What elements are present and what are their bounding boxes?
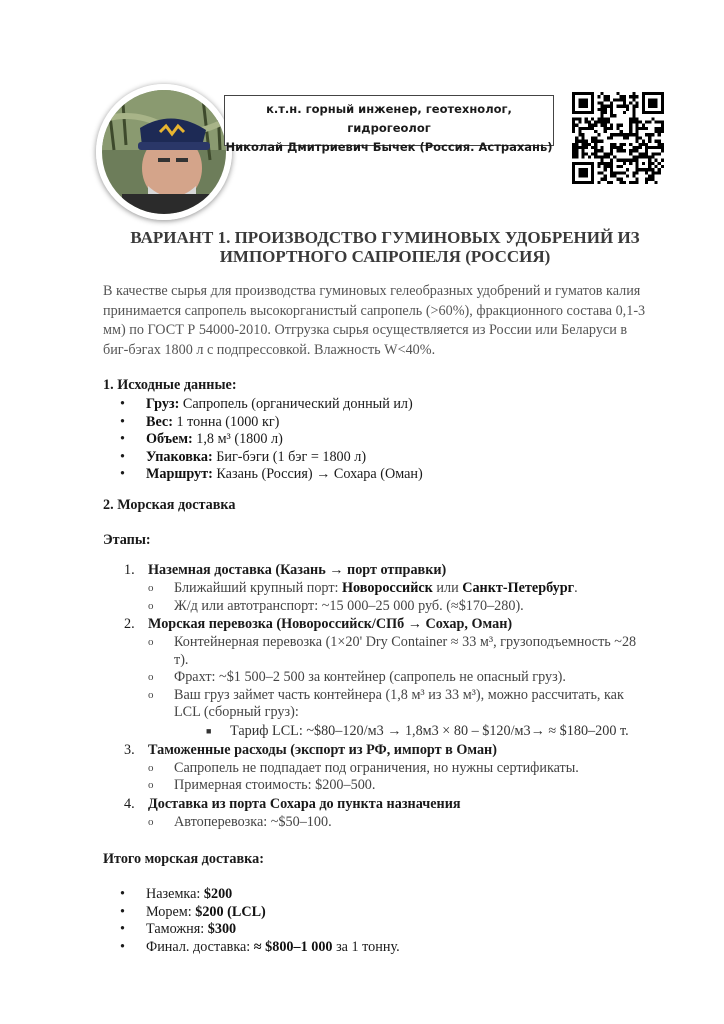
stage-subitem: o Ж/д или автотранспорт: ~15 000–25 000 руб. (≈$170–280).	[148, 597, 524, 614]
stage-item: 2. Морская перевозка (Новороссийск/СПб → Сохар, Оман)	[124, 616, 513, 632]
list-item: • Наземка: $200	[120, 886, 233, 902]
list-item: • Груз: Сапропель (органический донный ил)	[120, 396, 413, 412]
total-heading: Итого морская доставка:	[103, 851, 264, 867]
list-item: • Вес: 1 тонна (1000 кг)	[120, 413, 280, 430]
document-title: ВАРИАНТ 1. ПРОИЗВОДСТВО ГУМИНОВЫХ УДОБРЕНИЙ ИЗ ИМПОРТНОГО САПРОПЕЛЯ (РОССИЯ)	[130, 228, 640, 266]
stage-subitem: o Сапропель не подпадает под ограничения, но нужны сертификаты.	[148, 759, 579, 776]
stage-subitem: o Фрахт: ~$1 500–2 500 за контейнер (сапропель не опасный груз).	[148, 669, 566, 685]
author-photo	[96, 84, 232, 220]
qr-code[interactable]	[572, 92, 664, 184]
list-item: • Маршрут: Казань (Россия) → Сохара (Оман)	[120, 466, 423, 482]
stages-label: Этапы:	[103, 532, 151, 548]
stages-list	[120, 561, 680, 831]
stage-subitem: o Ваш груз займет часть контейнера (1,8 м³ из 33 м³), можно рассчитать, как LCL (сборный груз):	[148, 686, 624, 720]
stage-item: 4. Доставка из порта Сохара до пункта назначения	[124, 795, 461, 812]
section-2-heading: 2. Морская доставка	[103, 497, 236, 513]
author-credentials: к.т.н. горный инженер, геотехнолог, гидрогеолог	[266, 102, 512, 135]
total-list	[120, 886, 400, 956]
stage-item: 3. Таможенные расходы (экспорт из РФ, импорт в Оман)	[124, 741, 497, 758]
author-name: Николай Дмитриевич Бычек (Россия. Астрахань)	[225, 140, 553, 154]
list-item: • Упаковка: Биг-бэги (1 бэг = 1800 л)	[120, 448, 367, 465]
intro-paragraph: В качестве сырья для производства гуминовых гелеобразных удобрений и гуматов калия принимается сапропель высокорганистый сапропель (>60%), фракционного состава 0,1-3 мм) по ГОСТ Р 54000-2010. Отгрузка сырья осуществляется из России или Беларуси в биг-бэгах 1800 л с подпрессовкой. Влажность W<40%.	[103, 283, 646, 358]
stage-item: 1. Наземная доставка (Казань → порт отправки)	[124, 562, 447, 578]
list-item: • Объем: 1,8 м³ (1800 л)	[120, 431, 283, 447]
input-data-list	[120, 396, 423, 484]
stage-subitem: o Контейнерная перевозка (1×20' Dry Container ≈ 33 м³, грузоподъемность ~28 т).	[148, 634, 637, 668]
section-1-heading: 1. Исходные данные:	[103, 377, 237, 393]
author-box	[224, 95, 554, 154]
stage-subsubitem: ■ Тариф LCL: ~$80–120/м3 → 1,8м3 × 80 – $120/м3→ ≈ $180–200 т.	[206, 722, 629, 739]
list-item: • Морем: $200 (LCL)	[120, 903, 266, 920]
author-photo-image	[102, 90, 226, 214]
stage-subitem: o Примерная стоимость: $200–500.	[148, 777, 376, 793]
stage-subitem: o Автоперевозка: ~$50–100.	[148, 813, 332, 830]
list-item: • Финал. доставка: ≈ $800–1 000 за 1 тонну.	[120, 938, 400, 955]
header	[0, 0, 724, 200]
stage-subitem: o Ближайший крупный порт: Новороссийск или Санкт-Петербург.	[148, 580, 578, 596]
list-item: • Таможня: $300	[120, 921, 237, 937]
